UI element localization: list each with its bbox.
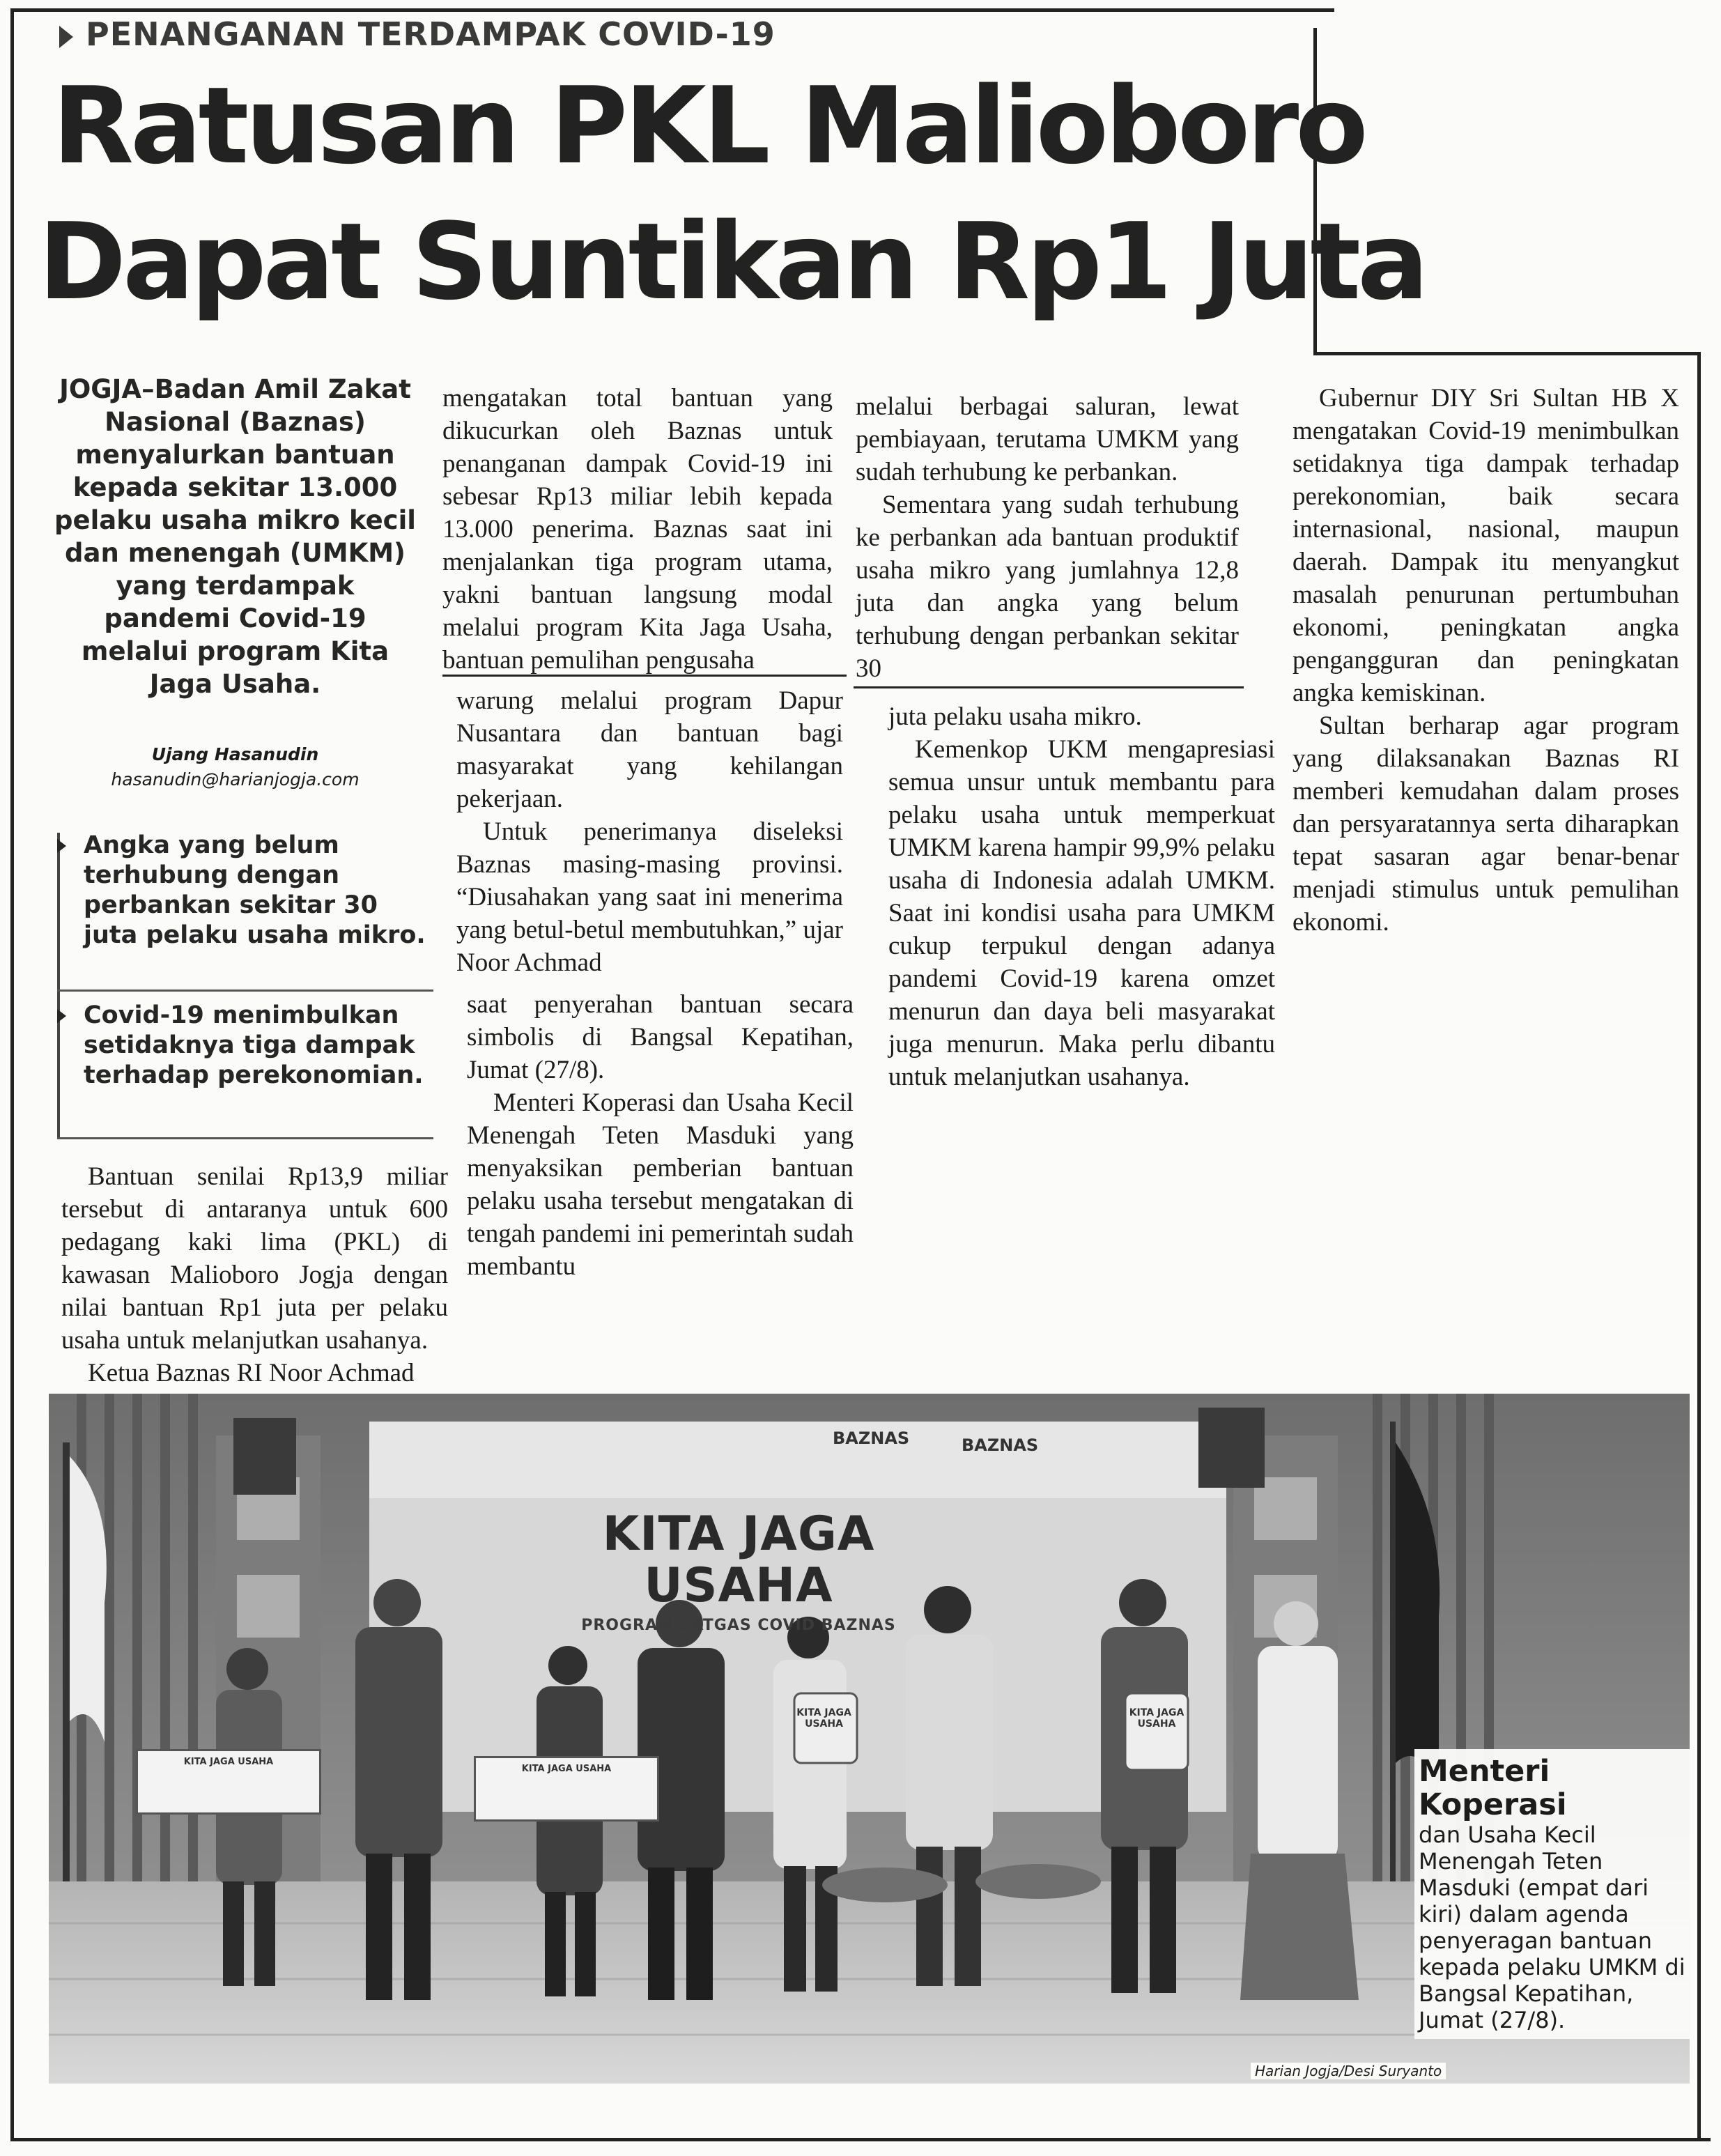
paragraph: Gubernur DIY Sri Sultan HB X mengatakan Covid-19 menimbulkan setidaknya tiga dampak terhadap perekonomian, baik secara internasional, nasional, maupun daerah. Dampak itu menyangkut masalah penurunan pertumbuhan ekonomi, peningkatan angka pengangguran dan peningkatan angka kemiskinan.: [1292, 384, 1679, 707]
pull-quote-divider: [57, 990, 433, 992]
byline: [49, 742, 422, 792]
paragraph: Sementara yang sudah terhubung ke perbankan ada bantuan produktif usaha mikro yang jumlahnya 12,8 juta dan angka yang belum terhubung dengan perbankan sekitar 30: [856, 491, 1239, 683]
paragraph: Ketua Baznas RI Noor Achmad: [88, 1359, 415, 1387]
frame-bottom: [10, 2138, 1711, 2141]
column-2-bottom: [467, 988, 854, 1283]
frame-step: [1313, 352, 1700, 355]
headline-line-1: Ratusan PKL Malioboro: [52, 64, 1365, 187]
photo-caption: [1414, 1749, 1695, 2039]
bag-label: KITA JAGA USAHA: [1129, 1707, 1184, 1730]
frame-top: [10, 8, 1334, 12]
paragraph: Kemenkop UKM mengapresiasi semua unsur untuk membantu para pelaku usaha untuk memperkuat UMKM karena hampir 99,9% pelaku usaha di Indonesia adalah UMKM. Saat ini kondisi usaha para UMKM cukup terpukul dengan adanya pandemi Covid-19 karena omzet menurun dan daya beli masyarakat juga menurun. Maka perlu dibantu untuk melanjutkan usahanya.: [888, 735, 1275, 1091]
author-email: hasanudin@harianjogja.com: [111, 769, 360, 790]
caption-text: dan Usaha Kecil Menengah Teten Masduki (empat dari kiri) dalam agenda penyeragan bantuan kepada pelaku UMKM di Bangsal Kepatihan, Jumat (27/8).: [1419, 1822, 1685, 2033]
column-break-rule: [442, 675, 847, 677]
lede: JOGJA–Badan Amil Zakat Nasional (Baznas) menyalurkan bantuan kepada sekitar 13.000 pelaku usaha mikro kecil dan menengah (UMKM) yang terdampak pandemi Covid-19 melalui program Kita Jaga Usaha.: [54, 374, 416, 699]
baznas-logo-left: BAZNAS: [833, 1429, 910, 1448]
banner-title: KITA JAGA USAHA: [602, 1507, 875, 1613]
frame-left: [10, 8, 14, 2141]
kicker: [59, 15, 775, 53]
pull-quote-1: Angka yang belum terhubung dengan perbankan sekitar 30 juta pelaku usaha mikro.: [84, 831, 432, 950]
banner-subtitle: PROGRAM SATGAS COVID BAZNAS: [581, 1617, 896, 1634]
headline-line-2: Dapat Suntikan Rp1 Juta: [38, 200, 1426, 323]
paragraph: juta pelaku usaha mikro.: [888, 702, 1142, 731]
paragraph: melalui berbagai saluran, lewat pembiayaan, terutama UMKM yang sudah terhubung ke perbankan.: [856, 392, 1239, 486]
column-3-bottom: [888, 700, 1275, 1093]
column-1-body: [61, 1160, 448, 1389]
donation-sign-left: KITA JAGA USAHA: [136, 1749, 321, 1815]
bag-label: KITA JAGA USAHA: [796, 1707, 851, 1730]
pull-quote-bar: [57, 833, 60, 1139]
paragraph: Untuk penerimanya diseleksi Baznas masing-masing provinsi. “Diusahakan yang saat ini menerima yang betul-betul membutuhkan,” ujar Noor Achmad: [456, 817, 843, 977]
kicker-arrow-icon: [59, 26, 73, 48]
column-2-middle: [456, 684, 843, 979]
caption-lead: Menteri Koperasi: [1419, 1754, 1567, 1822]
photo-credit: Harian Jogja/Desi Suryanto: [1251, 2063, 1446, 2079]
baznas-logo-right: BAZNAS: [962, 1435, 1039, 1455]
paragraph: Bantuan senilai Rp13,9 miliar tersebut di antaranya untuk 600 pedagang kaki lima (PKL) di kawasan Malioboro Jogja dengan nilai bantuan Rp1 juta per pelaku usaha untuk melanjutkan usahanya.: [61, 1162, 448, 1355]
paragraph: mengatakan total bantuan yang dikucurkan oleh Baznas untuk penanganan dampak Covid-19 ini sebesar Rp13 miliar lebih kepada 13.000 penerima. Baznas saat ini menjalankan tiga program utama, yakni bantuan langsung modal melalui program Kita Jaga Usaha, bantuan pemulihan pengusaha: [442, 384, 833, 675]
pull-arrow-icon: [57, 839, 66, 853]
column-4-body: [1292, 382, 1679, 939]
pull-arrow-icon: [57, 1009, 66, 1023]
column-2-top: [442, 382, 833, 677]
kicker-text: PENANGANAN TERDAMPAK COVID-19: [86, 15, 775, 53]
pull-quote-bottom-rule: [57, 1137, 433, 1139]
column-break-rule: [854, 686, 1244, 688]
donation-sign-right: KITA JAGA USAHA: [474, 1756, 659, 1822]
paragraph: saat penyerahan bantuan secara simbolis di Bangsal Kepatihan, Jumat (27/8).: [467, 990, 854, 1084]
author-name: Ujang Hasanudin: [151, 744, 319, 764]
frame-right: [1697, 352, 1701, 2141]
paragraph: warung melalui program Dapur Nusantara dan bantuan bagi masyarakat yang kehilangan pekerjaan.: [456, 686, 843, 813]
pull-quote-2: Covid-19 menimbulkan setidaknya tiga dampak terhadap perekonomian.: [84, 1001, 432, 1091]
paragraph: Menteri Koperasi dan Usaha Kecil Menengah Teten Masduki yang menyaksikan pemberian bantuan pelaku usaha tersebut mengatakan di tengah pandemi ini pemerintah sudah membantu: [467, 1088, 854, 1281]
column-3-top: [856, 390, 1239, 685]
paragraph: Sultan berharap agar program yang dilaksanakan Baznas RI memberi kemudahan dalam proses dan persyaratannya serta diharapkan tepat sasaran agar benar-benar menjadi stimulus untuk pemulihan ekonomi.: [1292, 711, 1679, 937]
